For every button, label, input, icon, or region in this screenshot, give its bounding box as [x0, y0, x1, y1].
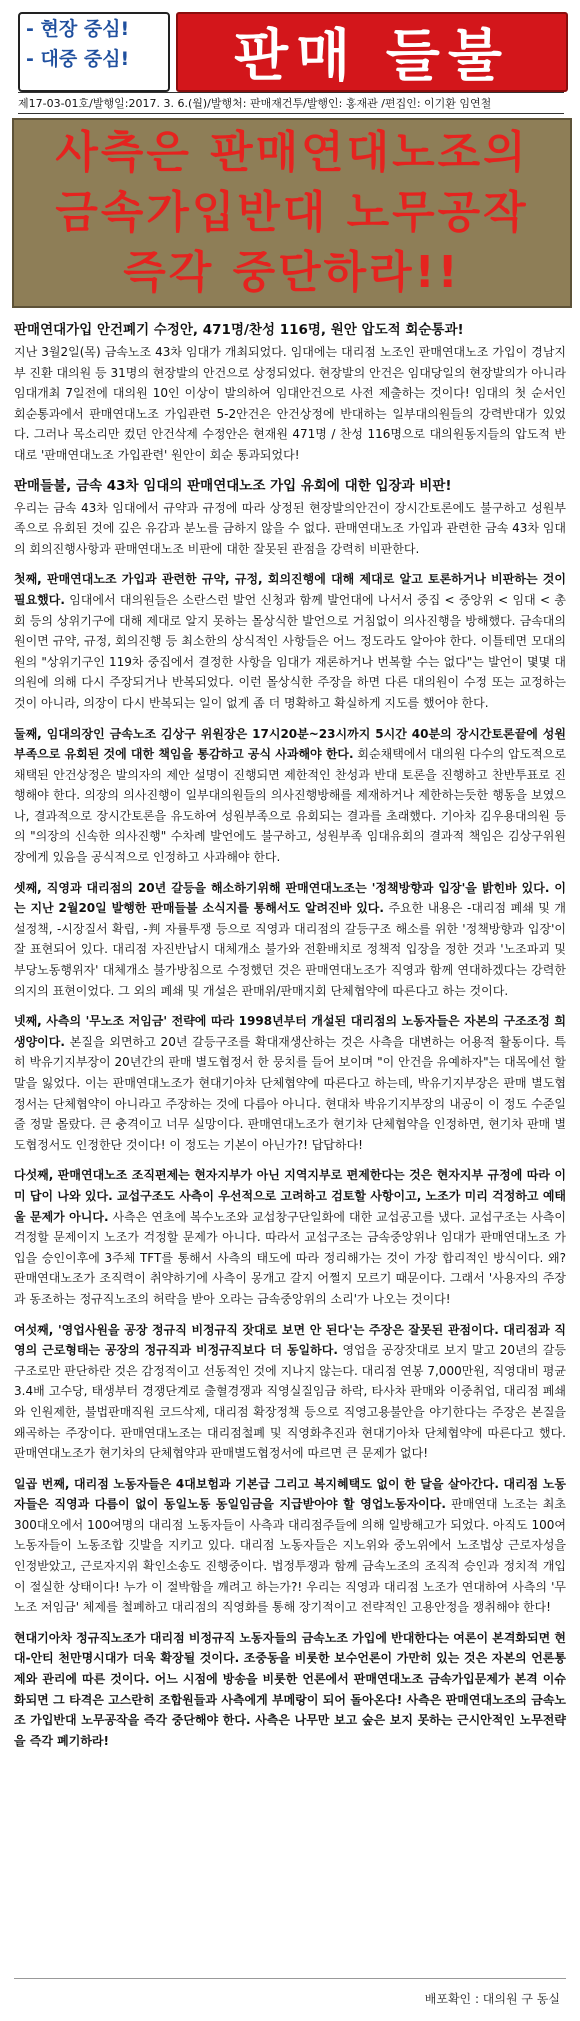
article-paragraph [14, 1474, 566, 1618]
slogan-line: - 현장 중심! [26, 18, 130, 40]
headline-line: 즉각 중단하라!! [123, 247, 461, 298]
paragraph-lead: 셋째, 직영과 대리점의 20년 갈등을 해소하기위해 판매연대노조는 '정책방향과 입장'을 밝힌바 있다. 이는 지난 2월20일 발행한 판매들불 소식지를 통해서도 알려진바 있다. [14, 880, 566, 916]
paragraph-text: 본질을 외면하고 20년 갈등구조를 확대재생산하는 것은 사측을 대변하는 어용적 활동이다. 특히 박유기지부장이 20년간의 판매 별도협정서 한 뭉치를 들어 보이며 "이 안건을 유예하자"는 대목에선 할 말을 잃었다. 이는 판매연대노조가 현대기아차 단체협약에 따른다고 하는데, 박유기지부장은 판매 별도협정서는 단체협약이 아니라고 주장하는 것에 다름아 아니다. 현대차 박유기지부장의 내공이 이 정도 수준일줄 정말 몰랐다. 큰 충격이고 너무 실망이다. 판매연대노조가 현기차 단체협약을 인정하면, 현기차 판매 별도협정서도 인정한단 것이다! 이 정도는 기본이 아닌가?! 답답하다! [14, 1034, 566, 1152]
article-paragraph [14, 724, 566, 868]
article-paragraph [14, 569, 566, 713]
article-paragraph [14, 342, 566, 466]
paragraph-lead: 다섯째, 판매연대노조 조직편제는 현자지부가 아닌 지역지부로 편제한다는 것은 현자지부 규정에 따라 이미 답이 나와 있다. 교섭구조도 사측이 우선적으로 고려하고 검토할 사항이고, 노조가 미리 걱정하고 예태울 문제가 아니다. [14, 1168, 566, 1224]
paragraph-text: 회순채택에서 대의원 다수의 압도적으로 채택된 안건상정은 발의자의 제안 설명이 진행되면 제한적인 찬성과 반대 토론을 진행하고 찬반투표로 진행해야 한다. 의장의 의사진행이 일부대의원들의 의사진행방해를 제재하거나 제한하는듯한 행동을 보였으나, 결과적으로 장시간토론을 유도하여 성원부족으로 유회되는 결과를 초래했다. 기아차 김우용대의원 등의 "의장의 신속한 의사진행" 수차례 발언에도 불구하고, 성원부족 임대유회의 결과적 책임은 김상구위원장에게 있음을 공식적으로 인정하고 사과해야 한다. [14, 747, 567, 865]
paragraph-lead: 현대기아차 정규직노조가 대리점 비정규직 노동자들의 금속노조 가입에 반대한다는 여론이 본격화되면 현대-안티 천만명시대가 더욱 확장될 것이다. 조중동을 비롯한 보수언론이 가만히 있는 것은 자본의 언론통제와 관리에 따른 것이다. 어느 시점에 방송을 비롯한 언론에서 판매연대노조 금속가입문제가 본격 이슈화되면 그 타격은 고스란히 조합원들과 사측에게 부메랑이 되어 돌아온다! 사측은 판매연대노조의 금속노조 가입반대 노무공작을 즉각 중단해야 한다. 사측은 나무만 보고 숲은 보지 못하는 근시안적인 노무전략을 즉각 폐기하라! [14, 1630, 566, 1748]
paragraph-text: 우리는 금속 43차 임대에서 규약과 규정에 따라 상정된 현장발의안건이 장시간토론에도 불구하고 성원부족으로 유회된 것에 깊은 유감과 분노를 금하지 않을 수 없다. 판매연대노조 가입과 관련한 금속 43차 임대의 회의진행사항과 판매연대노조 비판에 대한 잘못된 관점을 강력히 비판한다. [14, 500, 566, 556]
article-paragraph [14, 878, 566, 1002]
paragraph-lead: 첫째, 판매연대노조 가입과 관련한 규약, 규정, 회의진행에 대해 제대로 알고 토론하거나 비판하는 것이 필요했다. [14, 572, 566, 607]
paragraph-text: 주요한 내용은 -대리점 폐쇄 및 개설정책, -시장질서 확립, -判 자률투쟁 등으로 직영과 대리점의 갈등구조 해소를 위한 '정책방향과 입장'이 잘 표현되어 있다. 대리점 자진반납시 대체개소 불가와 전환배치로 정책적 입장을 정한 것과 '노조파괴 및 부당노동행위자' 대체개소 불가방침으로 수정했던 것은 판매연대노조가 직영과 함께 연대하겠다는 강력한 의지의 표현이었다. 그 외의 폐쇄 및 개설은 판매위/판매지회 단체협약에 따른다고 하는 것이다. [14, 901, 566, 998]
slogan-line: - 대중 중심! [26, 48, 130, 70]
paragraph-lead: 일곱 번째, 대리점 노동자들은 4대보험과 기본급 그리고 복지혜택도 없이 한 달을 살아간다. 대리점 노동자들은 직영과 다름이 없이 동일노동 동일임금을 지급받아야 할 영업노동자이다. [14, 1476, 566, 1512]
distribution-note: 배포확인 : 대의원 구 동실 [424, 1992, 560, 2006]
article-body [14, 316, 566, 1761]
headline-line: 사측은 판매연대노조의 [55, 127, 529, 178]
footer-divider [14, 1978, 566, 1979]
headline-banner [12, 118, 572, 308]
paragraph-text: 지난 3월2일(목) 금속노조 43차 임대가 개최되었다. 임대에는 대리점 노조인 판매연대노조 가입이 경남지부 진환 대의원 등 31명의 현장발의 안건으로 상정되었다. 현장발의 안건은 임대당일의 현장발의가 아니라 임대개최 7일전에 대의원 10인 이상이 발의하여 임대안건으로 사전 제출하는 것이다! 임대의 첫 순서인 회순통과에서 판매연대노조 가입관련 5-2안건은 안건상정에 반대하는 일부대의원들의 강력반대가 있었다. 그러나 목소리만 컸던 안건삭제 수정안은 현재원 471명 / 찬성 116명으로 대의원동지들의 압도적 반대로 '판매연대노조 가입관련' 원안이 회순 통과되었다! [14, 345, 566, 462]
paragraph-text: 영업을 공장잣대로 보지 말고 20년의 갈등구조로만 판단하란 것은 감정적이고 선동적인 것에 지나지 않는다. 대리점 연봉 7,000만원, 직영대비 평균3.4배 고수당, 태생부터 경쟁단계로 출혈경쟁과 직영실질임금 하락, 타사차 판매와 이중취업, 대리점 폐쇄와 인원제한, 불법판매직원 코드삭제, 대리점 확장정책 등으로 직영고용불안을 야기한다는 주장은 본질을 왜곡하는 주장이다. 판매연대노조는 대리점철폐 및 직영화추진과 현대기아차 단체협약에 따른다고 했다. 판매연대노조가 현기차의 단체협약과 판매별도협정서에 따르면 큰 문제가 없다! [14, 1343, 566, 1461]
newsletter-title-box [176, 12, 568, 92]
section-heading: 판매들불, 금속 43차 임대의 판매연대노조 가입 유회에 대한 입장과 비판! [14, 477, 452, 494]
paragraph-lead: 여섯째, '영업사원을 공장 정규직 비정규직 잣대로 보면 안 된다'는 주장은 잘못된 관점이다. 대리점과 직영의 근로형태는 공장의 정규직과 비정규직보다 더 동일하다. [14, 1322, 566, 1358]
issue-info: 제17-03-01호/발행일:2017. 3. 6.(월)/발행처: 판매재건투/발행인: 홍재관 /편집인: 이기환 임연철 [18, 92, 564, 114]
paragraph-text: 사측은 연초에 복수노조와 교섭창구단일화에 대한 교섭공고를 냈다. 교섭구조는 사측이 걱정할 문제이지 노조가 걱정할 문제가 아니다. 따라서 교섭구조는 금속중앙위나 임대가 판매연대노조 가입을 승인이후에 3주체 TFT를 통해서 사측의 태도에 따라 정리해가는 것이 가장 합리적인 방식이다. 왜? 판매연대노조가 조직력이 취약하기에 사측이 몽개고 갈지 어쩔지 모르기 때문이다. 그래서 '사용자의 주장과 동조하는 정규직노조의 허락을 받아 오라는 금속중앙위의 소리'가 나오는 것이다! [14, 1209, 566, 1306]
article-paragraph [14, 498, 566, 560]
slogan-box [18, 12, 170, 92]
article-paragraph [14, 1011, 566, 1155]
section-heading: 판매연대가입 안건폐기 수정안, 471명/찬성 116명, 원안 압도적 회순통과! [14, 322, 464, 338]
paragraph-text: 판매연대 노조는 최초 300대오에서 100여명의 대리점 노동자들이 사측과 대리점주들에 의해 일방해고가 되었다. 아직도 100여 노동자들이 노동조합 깃발을 지키고 있다. 대리점 노동자들은 지노위와 중노위에서 노조법상 근로자성을 인정받았고, 근로자지위 확인소송도 진행중이다. 법정투쟁과 함께 금속노조의 조직적 승인과 정치적 개입이 절실한 상태이다! 누가 이 절박함을 깨려고 하는가?! 우리는 직영과 대리점 노조가 연대하여 사측의 '무노조 저임금' 체제를 철폐하고 대리점의 직영화를 통해 장기적이고 전략적인 고용안정을 쟁취해야 한다! [14, 1497, 566, 1615]
article-paragraph [14, 1628, 566, 1752]
article-paragraph [14, 1320, 566, 1464]
masthead [18, 12, 564, 110]
article-paragraph [14, 1165, 566, 1309]
paragraph-lead: 둘째, 임대의장인 금속노조 김상구 위원장은 17시20분~23시까지 5시간 40분의 장시간토론끝에 성원부족으로 유회된 것에 대한 책임을 통감하고 공식 사과해야 한다. [14, 726, 566, 762]
headline-line: 금속가입반대 노무공작 [55, 187, 529, 238]
paragraph-text: 임대에서 대의원들은 소란스런 발언 신청과 함께 발언대에 나서서 중집 < 중앙위 < 임대 < 총회 등의 상위기구에 대해 제대로 알지 못하는 몰상식한 발언으로 거침없이 의사진행을 방해했다. 금속대의원이면 규약, 규정, 회의진행 등 최소한의 상식적인 사항들은 어느 정도라도 알아야 한다. 이틀테면 모대의원의 "상위기구인 119차 중집에서 결정한 사항을 임대가 재론하거나 번복할 수는 없다"는 발언이 몇몇 대의원에 의해 다시 주장되거나 반복되었다. 이런 몰상식한 주장을 하면 다른 대의원이 수정 또는 교정하는 것이 아니라, 의장이 다시 반복되는 일이 없게 좀 더 명확하고 확실하게 지도를 했어야 한다. [14, 592, 566, 710]
paragraph-lead: 넷째, 사측의 '무노조 저임금' 전략에 따라 1998년부터 개설된 대리점의 노동자들은 자본의 구조조정 희생양이다. [14, 1014, 566, 1049]
newsletter-title: 판매 들불 [234, 24, 510, 89]
